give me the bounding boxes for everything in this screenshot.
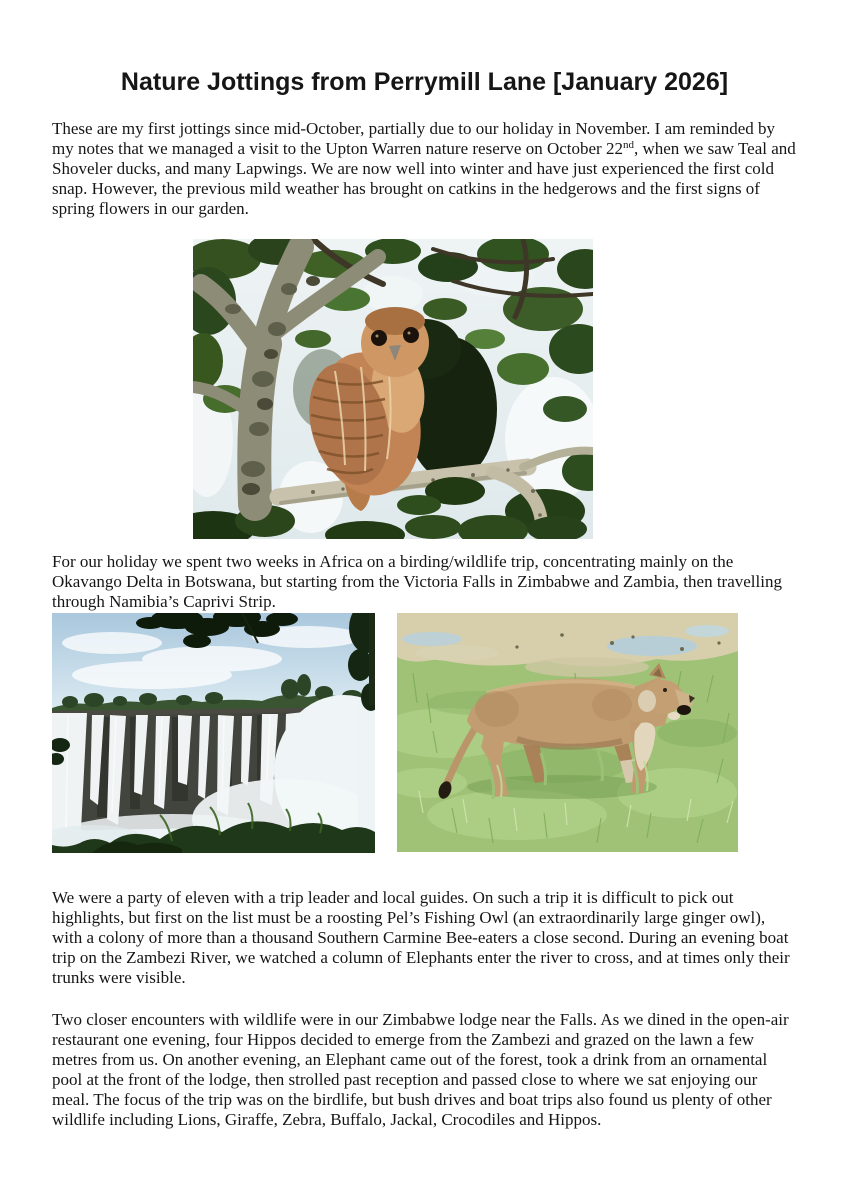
lioness-photo-graphic xyxy=(397,613,738,852)
paragraph-intro-text-b: , when we saw Teal and Shoveler ducks, and many Lapwings. We are now well into winter and have just experienced the first cold snap. However, the previous mild weather has brought on catkins in the hedgerows and the first signs of spring flowers in our garden. xyxy=(52,139,796,218)
victoria-falls-photo xyxy=(52,613,375,853)
paragraph-holiday: For our holiday we spent two weeks in Africa on a birding/wildlife trip, concentrating mainly on the Okavango Delta in Botswana, but starting from the Victoria Falls in Zimbabwe and Zambia, then travelling through Namibia’s Caprivi Strip. xyxy=(52,552,782,611)
page-title: Nature Jottings from Perrymill Lane [January 2026] xyxy=(120,68,729,96)
pels-fishing-owl-photo xyxy=(193,239,593,539)
paragraph-intro xyxy=(52,119,797,219)
paragraph-encounters: Two closer encounters with wildlife were in our Zimbabwe lodge near the Falls. As we dined in the open-air restaurant one evening, four Hippos decided to emerge from the Zambezi and grazed on the lawn a few metres from us. On another evening, an Elephant came out of the forest, took a drink from an ornamental pool at the front of the lodge, then strolled past reception and passed close to where we sat enjoying our meal. The focus of the trip was on the birdlife, but bush drives and boat trips also found us plenty of other wildlife including Lions, Giraffe, Zebra, Buffalo, Jackal, Crocodiles and Hippos. xyxy=(52,1010,789,1129)
lioness-photo xyxy=(397,613,738,852)
paragraph-intro-text-a: These are my first jottings since mid-October, partially due to our holiday in November. I am reminded by my notes that we managed a visit to the Upton Warren nature reserve on October 22 xyxy=(52,119,776,158)
ordinal-superscript: nd xyxy=(622,139,634,151)
photo-row xyxy=(52,613,797,853)
falls-photo-graphic xyxy=(52,613,375,853)
paragraph-party: We were a party of eleven with a trip leader and local guides. On such a trip it is difficult to pick out highlights, but first on the list must be a roosting Pel’s Fishing Owl (an extraordinarily large ginger owl), with a colony of more than a thousand Southern Carmine Bee-eaters a close second. During an evening boat trip on the Zambezi River, we watched a column of Elephants enter the river to cross, and at times only their trunks were visible. xyxy=(52,888,790,987)
owl-photo-graphic xyxy=(193,239,593,539)
